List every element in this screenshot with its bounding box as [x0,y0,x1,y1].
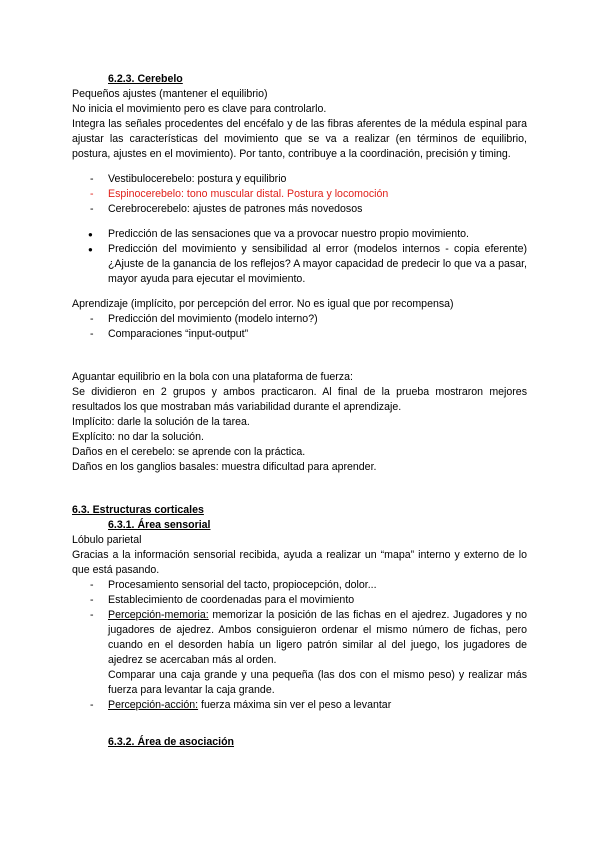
list-item [72,608,527,698]
list-item: - Procesamiento sensorial del tacto, propiocepción, dolor... [72,578,527,593]
paragraph: Daños en el cerebelo: se aprende con la práctica. [72,446,306,458]
list-item-text: memorizar la posición de las fichas en el ajedrez. Jugadores y no jugadores de ajedrez. Ambos consiguieron ordenar el mismo número de fichas, pero cuando en el desorden había un ligero patrón similar al del juego, los jugadores de ajedrez se acercaban más al orden. [108,609,527,666]
paragraph: Lóbulo parietal [72,534,142,546]
prediction-list [72,227,527,287]
heading-6-3: 6.3. Estructuras corticales [72,504,204,516]
list-item: - Cerebrocerebelo: ajustes de patrones más novedosos [72,202,527,217]
document-page [72,72,527,750]
list-item [72,698,527,713]
term-percepcion-memoria: Percepción-memoria: [108,609,209,621]
list-item-continuation: Comparar una caja grande y una pequeña (las dos con el mismo peso) y realizar más fuerza para levantar la caja grande. [108,669,527,696]
paragraph: Pequeños ajustes (mantener el equilibrio) [72,88,268,100]
list-item: ● Predicción del movimiento y sensibilidad al error (modelos internos - copia eferente) ¿Ajuste de la ganancia de los reflejos? A mayor capacidad de predecir lo que va a pasar, mayor ayuda para ejecutar el movimiento. [72,242,527,287]
paragraph: Daños en los ganglios basales: muestra dificultad para aprender. [72,461,377,473]
area-sensorial-list [72,578,527,713]
paragraph: Implícito: darle la solución de la tarea. [72,416,250,428]
list-item: - Predicción del movimiento (modelo interno?) [72,312,527,327]
list-item-highlighted: - Espinocerebelo: tono muscular distal. Postura y locomoción [72,187,527,202]
cerebelo-divisions-list [72,172,527,217]
paragraph: No inicia el movimiento pero es clave para controlarlo. [72,103,327,115]
paragraph: Aprendizaje (implícito, por percepción del error. No es igual que por recompensa) [72,298,454,310]
heading-6-3-1: 6.3.1. Área sensorial [108,519,211,531]
paragraph: Se dividieron en 2 grupos y ambos practicaron. Al final de la prueba mostraron mejores resultados los que mostraban más variabilidad durante el aprendizaje. [72,386,527,413]
list-item-text: fuerza máxima sin ver el peso a levantar [198,699,392,711]
paragraph: Gracias a la información sensorial recibida, ayuda a realizar un “mapa” interno y externo de lo que está pasando. [72,549,527,576]
paragraph: Explícito: no dar la solución. [72,431,204,443]
paragraph: Aguantar equilibrio en la bola con una plataforma de fuerza: [72,371,353,383]
list-item: - Comparaciones “input-output” [72,327,527,342]
list-item: ● Predicción de las sensaciones que va a provocar nuestro propio movimiento. [72,227,527,242]
heading-6-2-3: 6.2.3. Cerebelo [108,73,183,85]
paragraph: Integra las señales procedentes del encéfalo y de las fibras aferentes de la médula espinal para ajustar las características del movimiento que se va a realizar (en términos de equilibrio, postura, ajustes en el movimiento). Por tanto, contribuye a la coordinación, precisión y timing. [72,118,527,160]
list-item: - Vestibulocerebelo: postura y equilibrio [72,172,527,187]
heading-6-3-2: 6.3.2. Área de asociación [108,736,235,748]
aprendizaje-list [72,312,527,342]
term-percepcion-accion: Percepción-acción: [108,699,199,711]
list-item: - Establecimiento de coordenadas para el movimiento [72,593,527,608]
